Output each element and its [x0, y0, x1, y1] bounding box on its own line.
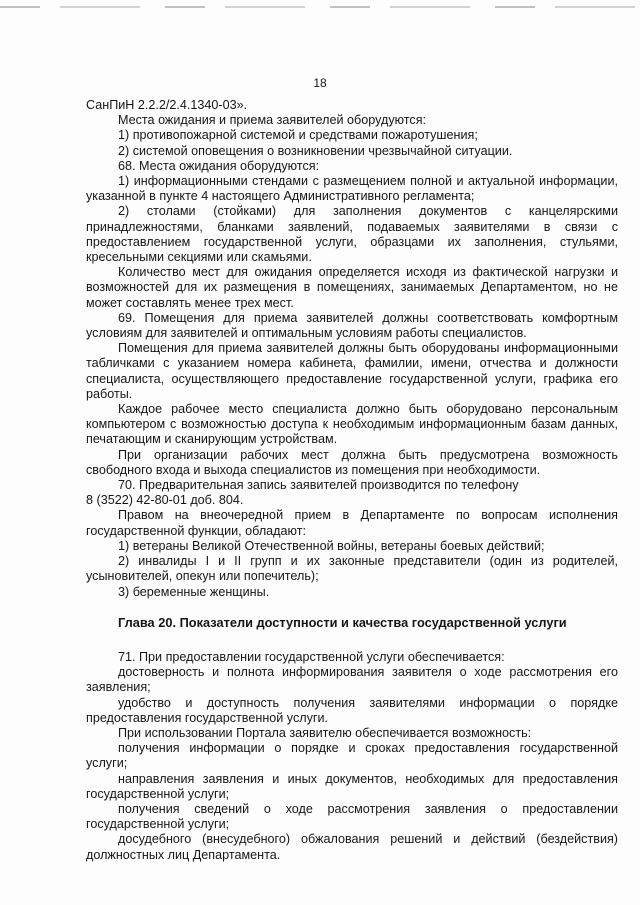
paragraph: Количество мест для ожидания определяется исходя из фактической нагрузки и возможностей для их размещения в помещениях, занимаемых Департаментом, но не может составлять менее трех мест. — [86, 265, 618, 310]
paragraph: 69. Помещения для приема заявителей должны соответствовать комфортным условиям для заявителей и оптимальным условиям работы специалистов. — [86, 310, 618, 341]
paragraphs-before-heading — [86, 98, 618, 600]
paragraph: 70. Предварительная запись заявителей производится по телефону — [118, 478, 519, 493]
paragraph: получения информации о порядке и сроках предоставления государственной услуги; — [86, 741, 618, 771]
paragraph: 3) беременные женщины. — [118, 584, 270, 599]
chapter-heading: Глава 20. Показатели доступности и качества государственной услуги — [118, 614, 567, 630]
paragraph: 2) столами (стойками) для заполнения документов с канцелярскими принадлежностями, бланками заявлений, подаваемых заявителями в связи с предоставлением государственной услуги, образцами их заполнения, стульями, кресельными секциями или скамьями. — [86, 204, 618, 265]
paragraph: удобство и доступность получения заявителями информации о порядке предоставления государственной услуги. — [86, 695, 618, 725]
paragraph: получения сведений о ходе рассмотрения заявления о предоставлении государственной услуги; — [86, 801, 618, 832]
paragraphs-after-heading — [86, 650, 618, 863]
paragraph: Помещения для приема заявителей должны быть оборудованы информационными табличками с указанием номера кабинета, фамилии, имени, отчества и должности специалиста, осуществляющего предоставление государственной услуги, графика его работы. — [86, 341, 618, 401]
paragraph: 68. Места ожидания оборудуются: — [118, 158, 320, 173]
paragraph: достоверность и полнота информирования заявителя о ходе рассмотрения его заявления; — [86, 665, 618, 695]
paragraph: При использовании Портала заявителю обеспечивается возможность: — [118, 725, 532, 740]
document-body — [86, 98, 618, 863]
paragraph: 1) информационными стендами с размещением полной и актуальной информации, указанной в пункте 4 настоящего Административного регламента; — [86, 174, 618, 204]
paragraph: 1) ветераны Великой Отечественной войны, ветераны боевых действий; — [118, 538, 545, 553]
paragraph: досудебного (внесудебного) обжалования решений и действий (бездействия) должностных лиц Департамента. — [86, 832, 618, 862]
paragraph: Каждое рабочее место специалиста должно быть оборудовано персональным компьютером с возможностью доступа к необходимым информационным базам данных, печатающим и сканирующим устройствам. — [86, 402, 618, 447]
paragraph: 2) инвалиды I и II групп и их законные представители (один из родителей, усыновителей, опекун или попечитель); — [86, 554, 618, 584]
scan-artifact — [0, 6, 640, 8]
paragraph: 8 (3522) 42-80-01 доб. 804. — [86, 493, 244, 508]
paragraph: 1) противопожарной системой и средствами пожаротушения; — [118, 128, 478, 143]
paragraph: направления заявления и иных документов, необходимых для предоставления государственной услуги; — [86, 771, 618, 801]
paragraph: При организации рабочих мест должна быть предусмотрена возможность свободного входа и выхода специалистов из помещения при необходимости. — [86, 447, 618, 477]
paragraph: Места ожидания и приема заявителей оборудуются: — [118, 113, 427, 128]
paragraph: 71. При предоставлении государственной услуги обеспечивается: — [118, 649, 505, 664]
page-number: 18 — [313, 76, 327, 90]
paragraph: 2) системой оповещения о возникновении чрезвычайной ситуации. — [118, 143, 513, 158]
paragraph: Правом на внеочередной прием в Департаменте по вопросам исполнения государственной функции, обладают: — [86, 508, 618, 538]
paragraph: СанПиН 2.2.2/2.4.1340-03». — [86, 98, 248, 112]
